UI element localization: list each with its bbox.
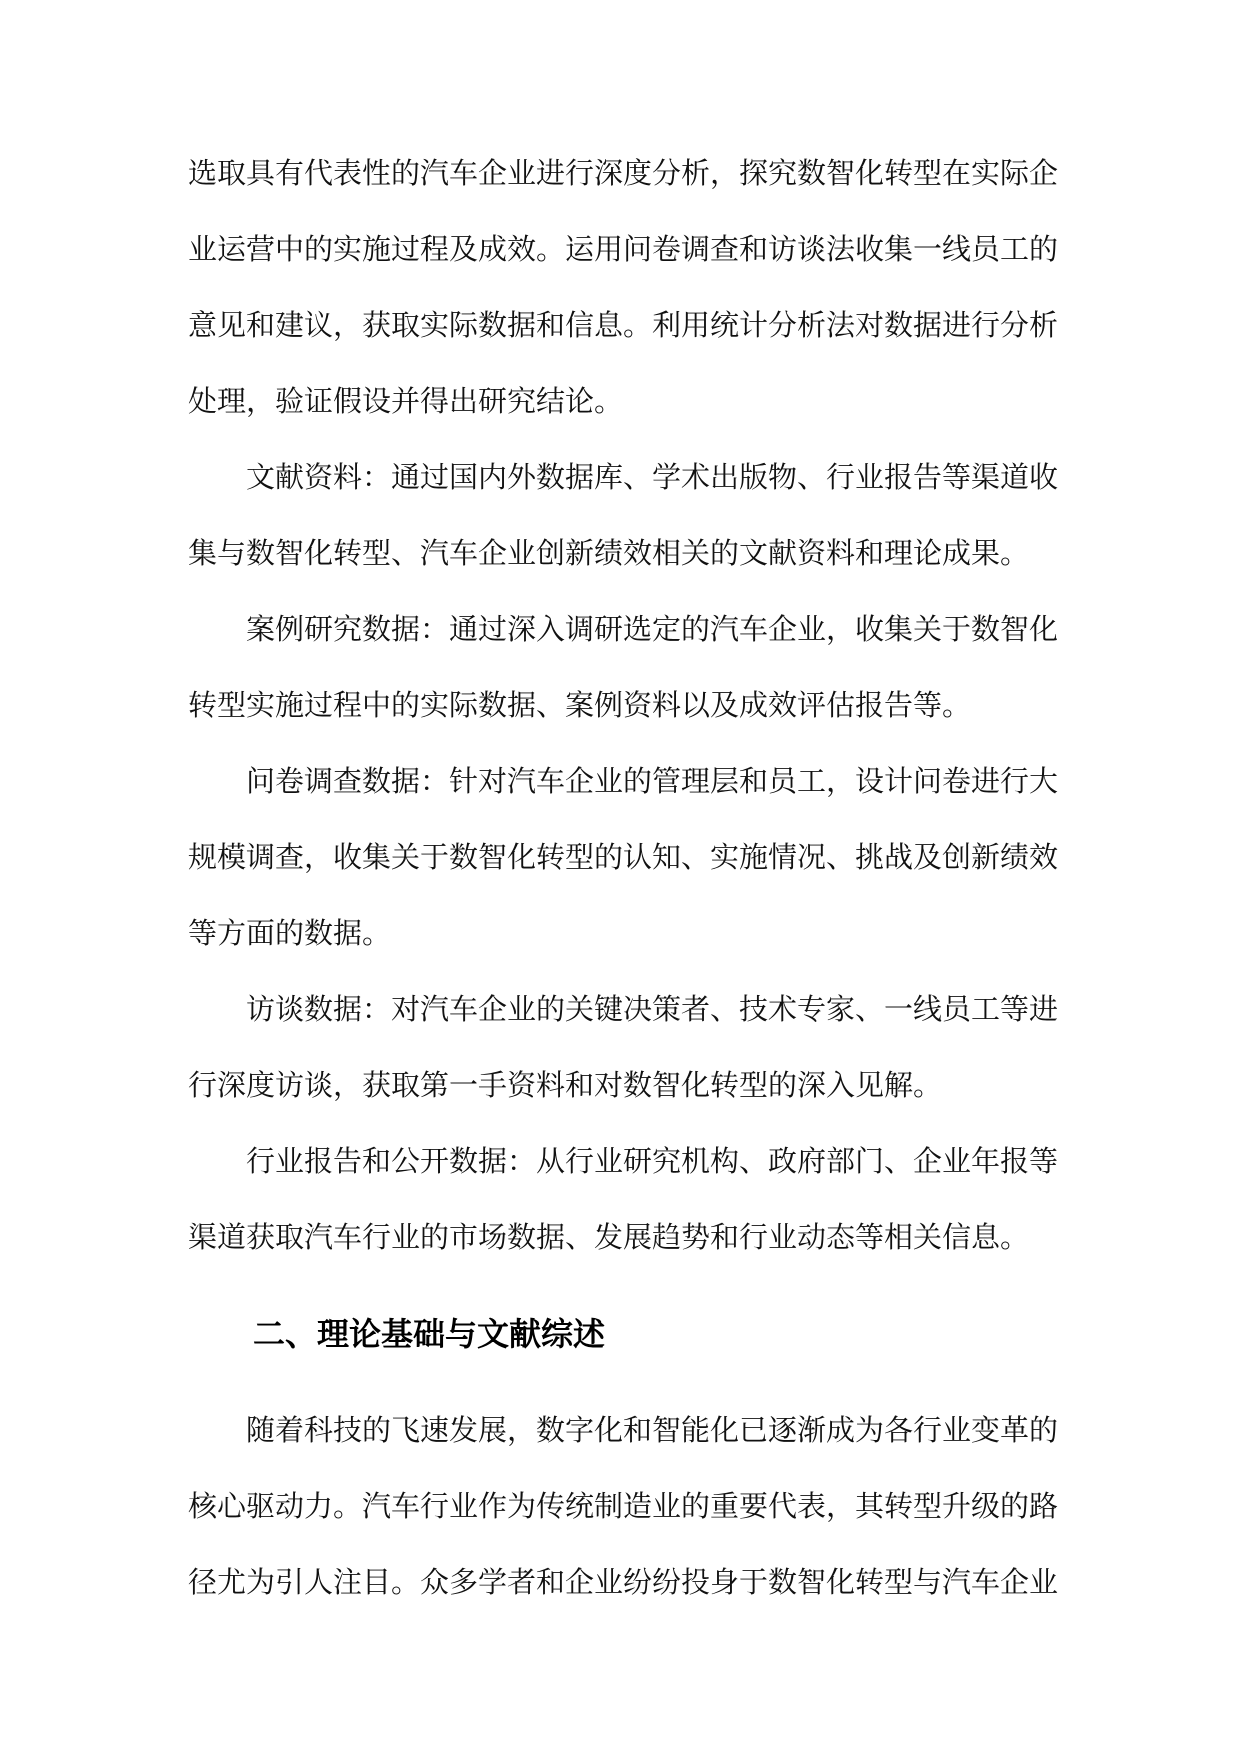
text-line: 处理，验证假设并得出研究结论。 bbox=[188, 384, 624, 418]
text-line-paragraph-start: 访谈数据：对汽车企业的关键决策者、技术专家、一线员工等进 bbox=[246, 992, 1059, 1026]
text-line: 业运营中的实施过程及成效。运用问卷调查和访谈法收集一线员工的 bbox=[188, 232, 1059, 266]
text-line: 意见和建议，获取实际数据和信息。利用统计分析法对数据进行分析 bbox=[188, 308, 1059, 342]
section-heading: 二、理论基础与文献综述 bbox=[253, 1315, 606, 1353]
text-line: 转型实施过程中的实际数据、案例资料以及成效评估报告等。 bbox=[188, 688, 972, 722]
text-line: 核心驱动力。汽车行业作为传统制造业的重要代表，其转型升级的路 bbox=[188, 1489, 1059, 1523]
body-text-section-2 bbox=[188, 1392, 1059, 1620]
text-line-paragraph-start: 问卷调查数据：针对汽车企业的管理层和员工，设计问卷进行大 bbox=[246, 764, 1059, 798]
body-text-section-1 bbox=[188, 135, 1059, 1275]
text-line: 等方面的数据。 bbox=[188, 916, 392, 950]
text-line: 行深度访谈，获取第一手资料和对数智化转型的深入见解。 bbox=[188, 1068, 943, 1102]
text-line: 径尤为引人注目。众多学者和企业纷纷投身于数智化转型与汽车企业 bbox=[188, 1565, 1059, 1599]
text-line-paragraph-start: 案例研究数据：通过深入调研选定的汽车企业，收集关于数智化 bbox=[246, 612, 1059, 646]
text-line-paragraph-start: 随着科技的飞速发展，数字化和智能化已逐渐成为各行业变革的 bbox=[246, 1413, 1059, 1447]
text-line: 集与数智化转型、汽车企业创新绩效相关的文献资料和理论成果。 bbox=[188, 536, 1030, 570]
text-line: 选取具有代表性的汽车企业进行深度分析，探究数智化转型在实际企 bbox=[188, 156, 1059, 190]
text-line-paragraph-start: 行业报告和公开数据：从行业研究机构、政府部门、企业年报等 bbox=[246, 1144, 1059, 1178]
text-line: 规模调查，收集关于数智化转型的认知、实施情况、挑战及创新绩效 bbox=[188, 840, 1059, 874]
text-line-paragraph-start: 文献资料：通过国内外数据库、学术出版物、行业报告等渠道收 bbox=[246, 460, 1059, 494]
text-line: 渠道获取汽车行业的市场数据、发展趋势和行业动态等相关信息。 bbox=[188, 1220, 1030, 1254]
